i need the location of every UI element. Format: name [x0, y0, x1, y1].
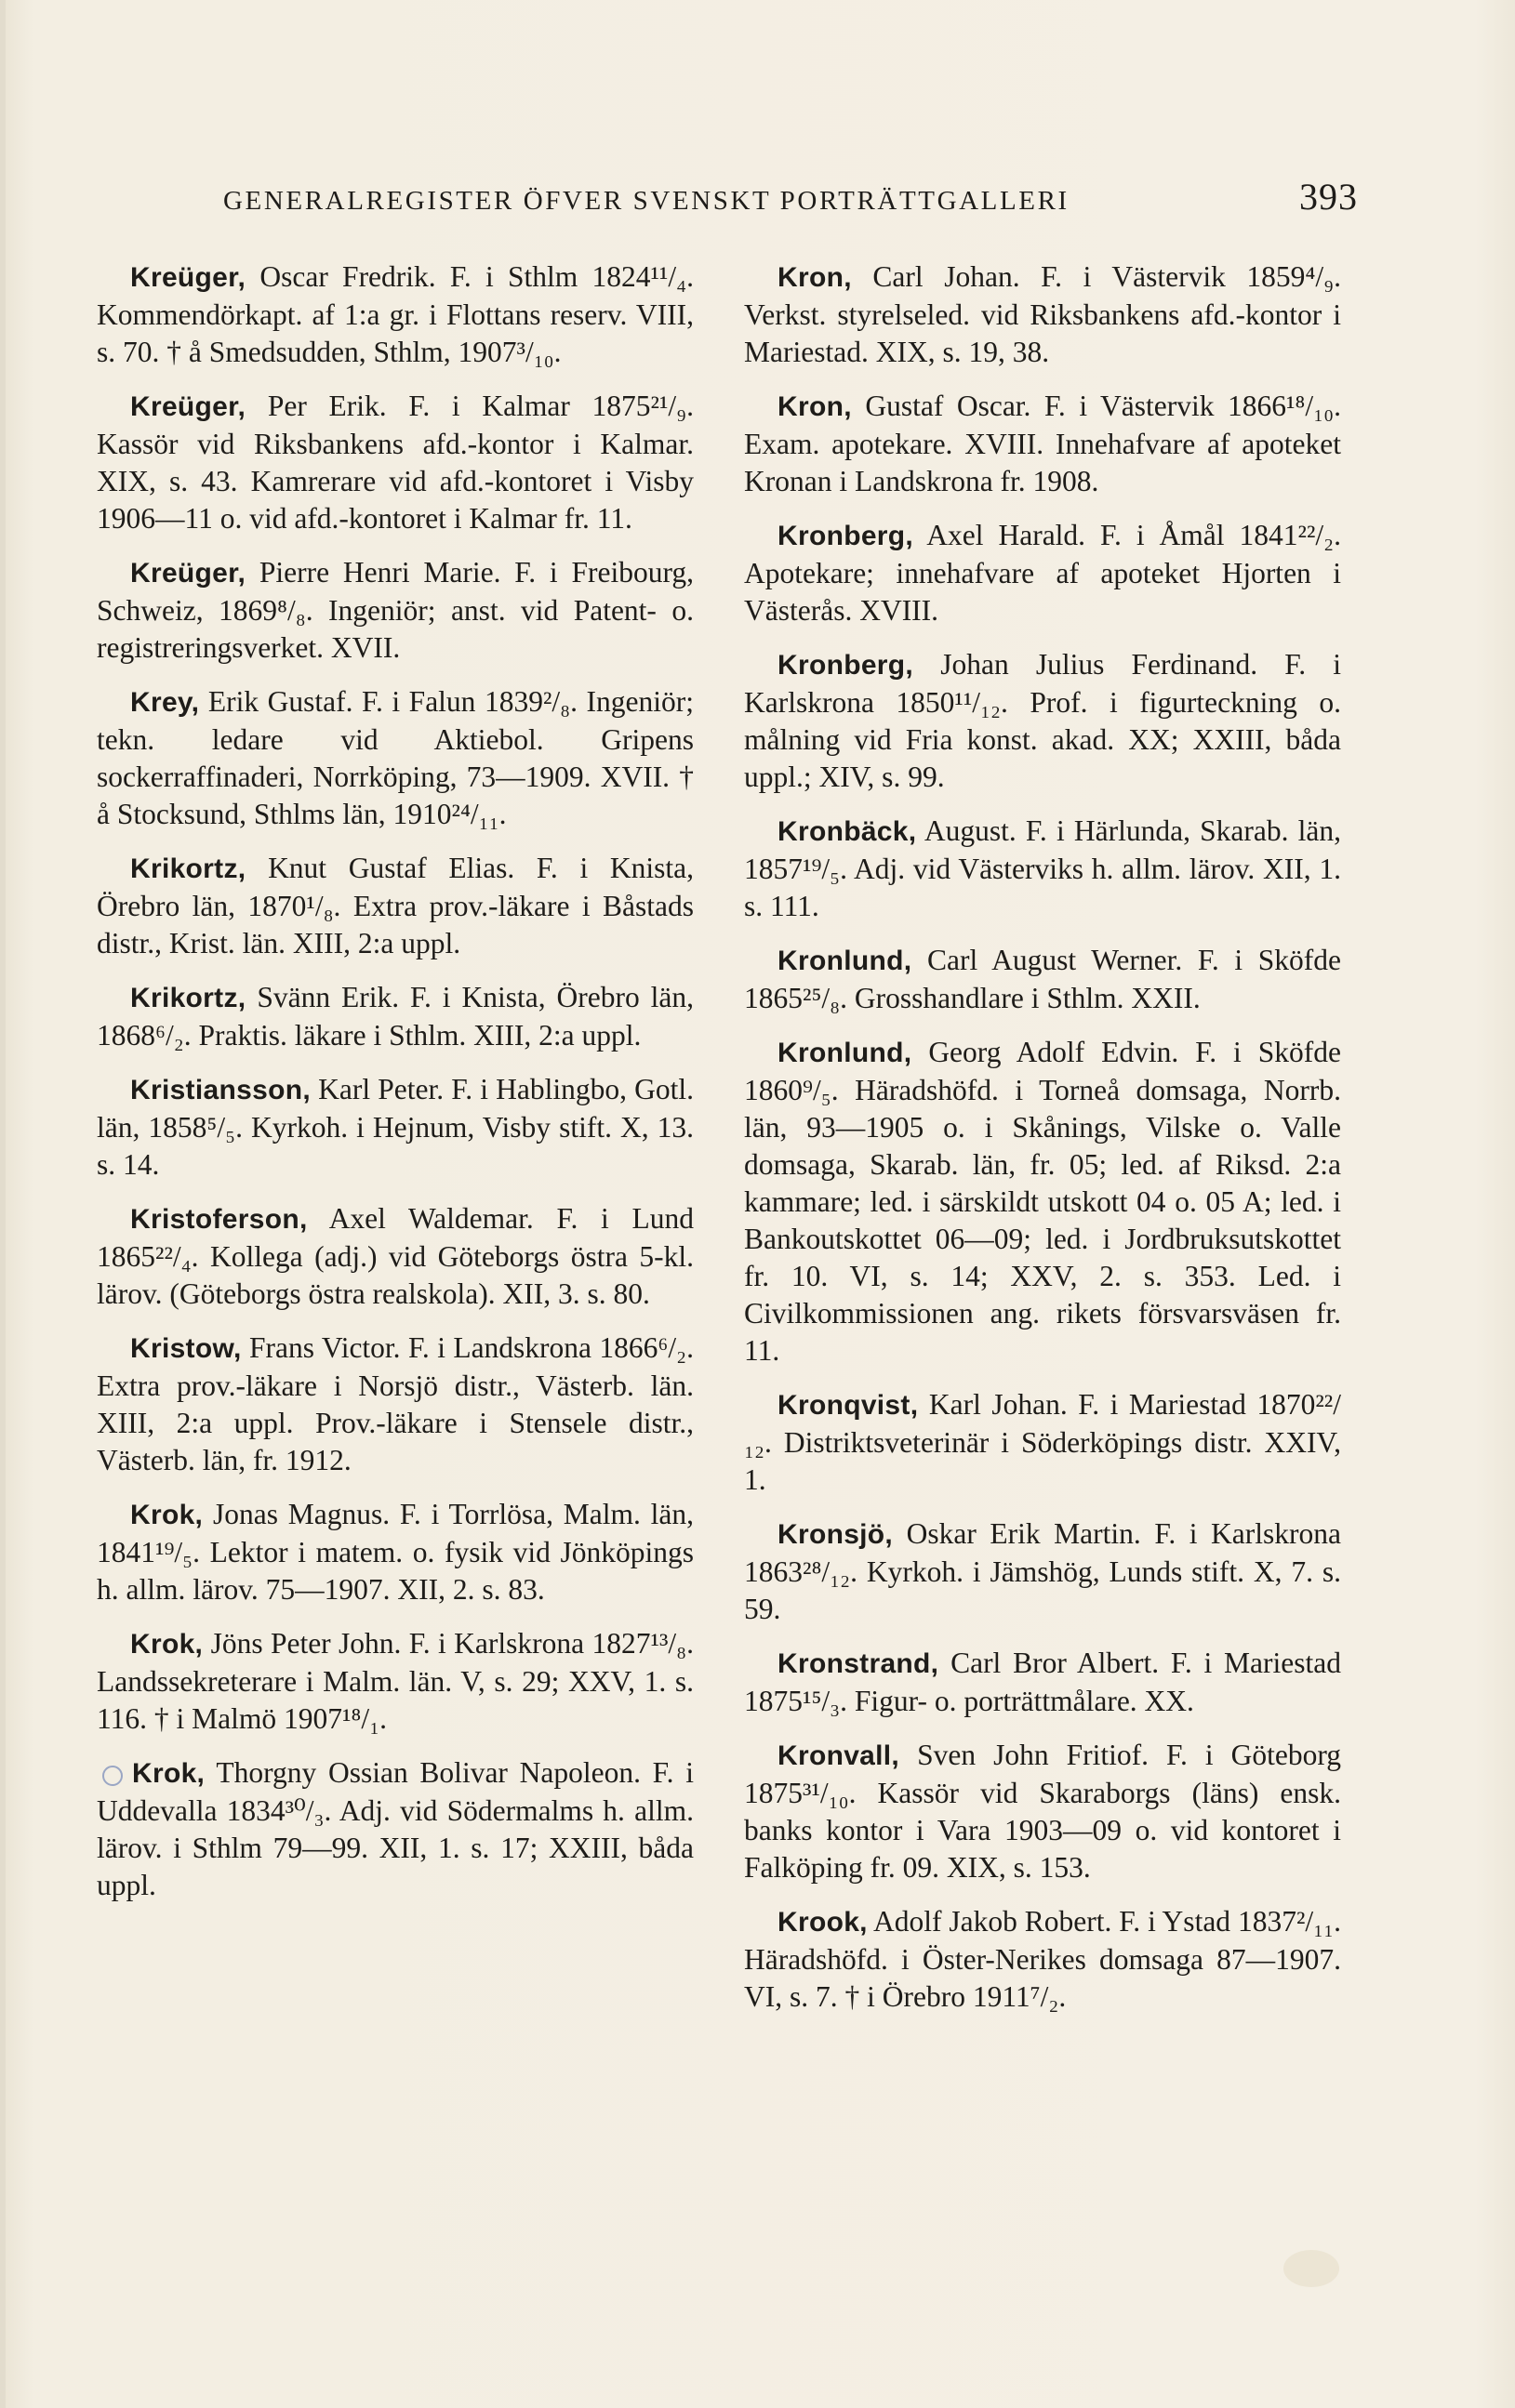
left-column	[97, 258, 694, 1921]
register-entry	[744, 258, 1341, 371]
entry-text: Sven John Fritiof. F. i Göteborg 1875³¹/₁₀. Kassör vid Skaraborgs (läns) ensk. banks kontor i Vara 1903—09 o. vid kontoret i Falköping fr. 09. XIX, s. 153.	[744, 1739, 1341, 1884]
entry-surname: Kreüger,	[130, 262, 246, 293]
entry-surname: Krook,	[777, 1907, 868, 1938]
register-entry	[97, 554, 694, 667]
entry-text: Carl Johan. F. i Västervik 1859⁴/₉. Verkst. styrelseled. vid Riksbankens afd.-kontor i Mariestad. XIX, s. 19, 38.	[744, 260, 1341, 368]
entry-text: Thorgny Ossian Bolivar Napoleon. F. i Uddevalla 1834³⁰/₃. Adj. vid Södermalms h. allm. lärov. i Sthlm 79—99. XII, 1. s. 17; XXIII, båda uppl.	[97, 1756, 695, 1901]
paper-stain	[1283, 2250, 1339, 2287]
register-entry	[97, 1071, 694, 1184]
register-entry	[97, 1496, 694, 1608]
entry-surname: Kristow,	[130, 1333, 242, 1364]
entry-surname: Krey,	[130, 687, 200, 718]
entry-surname: Krok,	[130, 1500, 204, 1530]
entry-surname: Kronstrand,	[777, 1648, 939, 1679]
register-entry	[97, 850, 694, 962]
entry-text: Carl Bror Albert. F. i Mariestad 1875¹⁵/₃. Figur- o. porträttmålare. XX.	[744, 1647, 1342, 1717]
entry-surname: Kristiansson,	[130, 1075, 311, 1105]
entry-surname: Kronberg,	[777, 521, 914, 551]
entry-text: Axel Harald. F. i Åmål 1841²²/₂. Apotekare; innehafvare af apoteket Hjorten i Västerås. XVIII.	[744, 519, 1341, 627]
entry-surname: Krok,	[132, 1758, 206, 1789]
entry-surname: Kron,	[777, 391, 852, 422]
entry-text: Gustaf Oscar. F. i Västervik 1866¹⁸/₁₀. Exam. apotekare. XVIII. Innehafvare af apoteket Kronan i Landskrona fr. 1908.	[744, 390, 1342, 497]
entry-text: Oskar Erik Martin. F. i Karlskrona 1863²⁸/₁₂. Kyrkoh. i Jämshög, Lunds stift. X, 7. s. 59.	[744, 1517, 1341, 1625]
entry-surname: Kron,	[777, 262, 852, 293]
entry-text: Pierre Henri Marie. F. i Freibourg, Schweiz, 1869⁸/₈. Ingeniör; anst. vid Patent- o. registreringsverket. XVII.	[97, 556, 694, 664]
register-entry	[744, 517, 1341, 629]
entry-text: Knut Gustaf Elias. F. i Knista, Örebro län, 1870¹/₈. Extra prov.-läkare i Båstads distr., Krist. län. XIII, 2:a uppl.	[97, 852, 694, 959]
entry-surname: Kronlund,	[777, 1038, 912, 1068]
register-entry	[97, 683, 694, 833]
entry-text: Karl Johan. F. i Mariestad 1870²²/₁₂. Distriktsveterinär i Söderköpings distr. XXIV, 1.	[744, 1388, 1341, 1496]
entry-text: Per Erik. F. i Kalmar 1875²¹/₉. Kassör vid Riksbankens afd.-kontor i Kalmar. XIX, s. 43. Kamrerare vid afd.-kontoret i Visby 1906—11 o. vid afd.-kontoret i Kalmar fr. 11.	[97, 390, 695, 535]
entry-surname: Kreüger,	[130, 558, 246, 589]
entry-text: Jonas Magnus. F. i Torrlösa, Malm. län, 1841¹⁹/₅. Lektor i matem. o. fysik vid Jönköpings h. allm. lärov. 75—1907. XII, 2. s. 83.	[97, 1498, 695, 1606]
entry-text: Adolf Jakob Robert. F. i Ystad 1837²/₁₁. Häradshöfd. i Öster-Nerikes domsaga 87—1907. VI, s. 7. † i Örebro 1911⁷/₂.	[744, 1905, 1341, 2013]
entry-text: Johan Julius Ferdinand. F. i Karlskrona 1850¹¹/₁₂. Prof. i figurteckning o. målning vid Fria konst. akad. XX; XXIII, båda uppl.; XIV, s. 99.	[744, 648, 1342, 793]
register-entry	[97, 979, 694, 1054]
right-column	[744, 258, 1341, 2032]
entry-text: Erik Gustaf. F. i Falun 1839²/₈. Ingeniör; tekn. ledare vid Aktiebol. Gripens sockerraffinaderi, Norrköping, 73—1909. XVII. † å Stocksund, Sthlms län, 1910²⁴/₁₁.	[97, 685, 694, 830]
entry-surname: Krikortz,	[130, 983, 246, 1013]
entry-surname: Kronlund,	[777, 946, 912, 976]
entry-text: Oscar Fredrik. F. i Sthlm 1824¹¹/₄. Kommendörkapt. af 1:a gr. i Flottans reserv. VIII, s. 70. † å Smedsudden, Sthlm, 1907³/₁₀.	[97, 260, 694, 368]
register-entry	[744, 1737, 1341, 1886]
entry-text: Carl August Werner. F. i Sköfde 1865²⁵/₈. Grosshandlare i Sthlm. XXII.	[744, 944, 1341, 1014]
entry-surname: Kronqvist,	[777, 1390, 919, 1421]
entry-surname: Kronberg,	[777, 650, 914, 681]
register-entry	[744, 1515, 1341, 1628]
register-entry	[744, 1903, 1341, 2016]
entry-text: Frans Victor. F. i Landskrona 1866⁶/₂. Extra prov.-läkare i Norsjö distr., Västerb. län. XIII, 2:a uppl. Prov.-läkare i Stensele distr., Västerb. län, fr. 1912.	[97, 1331, 694, 1476]
entry-text: Karl Peter. F. i Hablingbo, Gotl. län, 1858⁵/₅. Kyrkoh. i Hejnum, Visby stift. X, 13. s. 14.	[97, 1073, 694, 1181]
register-entry	[97, 258, 694, 371]
entry-surname: Kronsjö,	[777, 1519, 894, 1550]
entry-text: August. F. i Härlunda, Skarab. län, 1857¹⁹/₅. Adj. vid Västerviks h. allm. lärov. XII, 1. s. 111.	[744, 814, 1341, 922]
entry-surname: Krikortz,	[130, 853, 246, 884]
entry-surname: Kronvall,	[777, 1740, 900, 1771]
register-entry	[744, 1645, 1341, 1720]
register-entry	[97, 1330, 694, 1479]
register-entry	[744, 1386, 1341, 1499]
register-entry	[744, 1034, 1341, 1369]
register-entry	[744, 646, 1341, 796]
entry-surname: Kreüger,	[130, 391, 246, 422]
entry-surname: Kristoferson,	[130, 1204, 308, 1235]
running-title: GENERALREGISTER ÖFVER SVENSKT PORTRÄTTGALLERI	[223, 186, 1070, 216]
register-entry	[97, 1200, 694, 1313]
register-entry	[97, 1754, 694, 1904]
entry-text: Jöns Peter John. F. i Karlskrona 1827¹³/₈. Landssekreterare i Malm. län. V, s. 29; XXV, 1. s. 116. † i Malmö 1907¹⁸/₁.	[97, 1627, 694, 1735]
register-entry	[744, 388, 1341, 500]
entry-text: Georg Adolf Edvin. F. i Sköfde 1860⁹/₅. Häradshöfd. i Torneå domsaga, Norrb. län, 93—1905 o. i Skånings, Vilske o. Valle domsaga, Skarab. län, fr. 05; led. af Riksd. 2:a kammare; led. i särskildt utskott 04 o. 05 A; led. i Bankoutskottet 06—09; led. i Jordbruksutskottet fr. 10. VI, s. 14; XXV, 2. s. 353. Led. i Civilkommissionen ang. rikets försvarsväsen fr. 11.	[744, 1036, 1341, 1367]
entry-surname: Krok,	[130, 1629, 204, 1660]
entry-text: Axel Waldemar. F. i Lund 1865²²/₄. Kollega (adj.) vid Göteborgs östra 5-kl. lärov. (Göteborgs östra realskola). XII, 3. s. 80.	[97, 1202, 695, 1310]
entry-text: Svänn Erik. F. i Knista, Örebro län, 1868⁶/₂. Praktis. läkare i Sthlm. XIII, 2:a uppl.	[97, 981, 694, 1052]
page-header	[223, 175, 1358, 227]
register-entry	[744, 813, 1341, 925]
circle-marker-icon	[102, 1766, 123, 1786]
register-entry	[97, 388, 694, 537]
register-entry	[744, 942, 1341, 1017]
entry-surname: Kronbäck,	[777, 816, 917, 847]
page-number: 393	[1299, 176, 1358, 218]
register-entry	[97, 1625, 694, 1738]
